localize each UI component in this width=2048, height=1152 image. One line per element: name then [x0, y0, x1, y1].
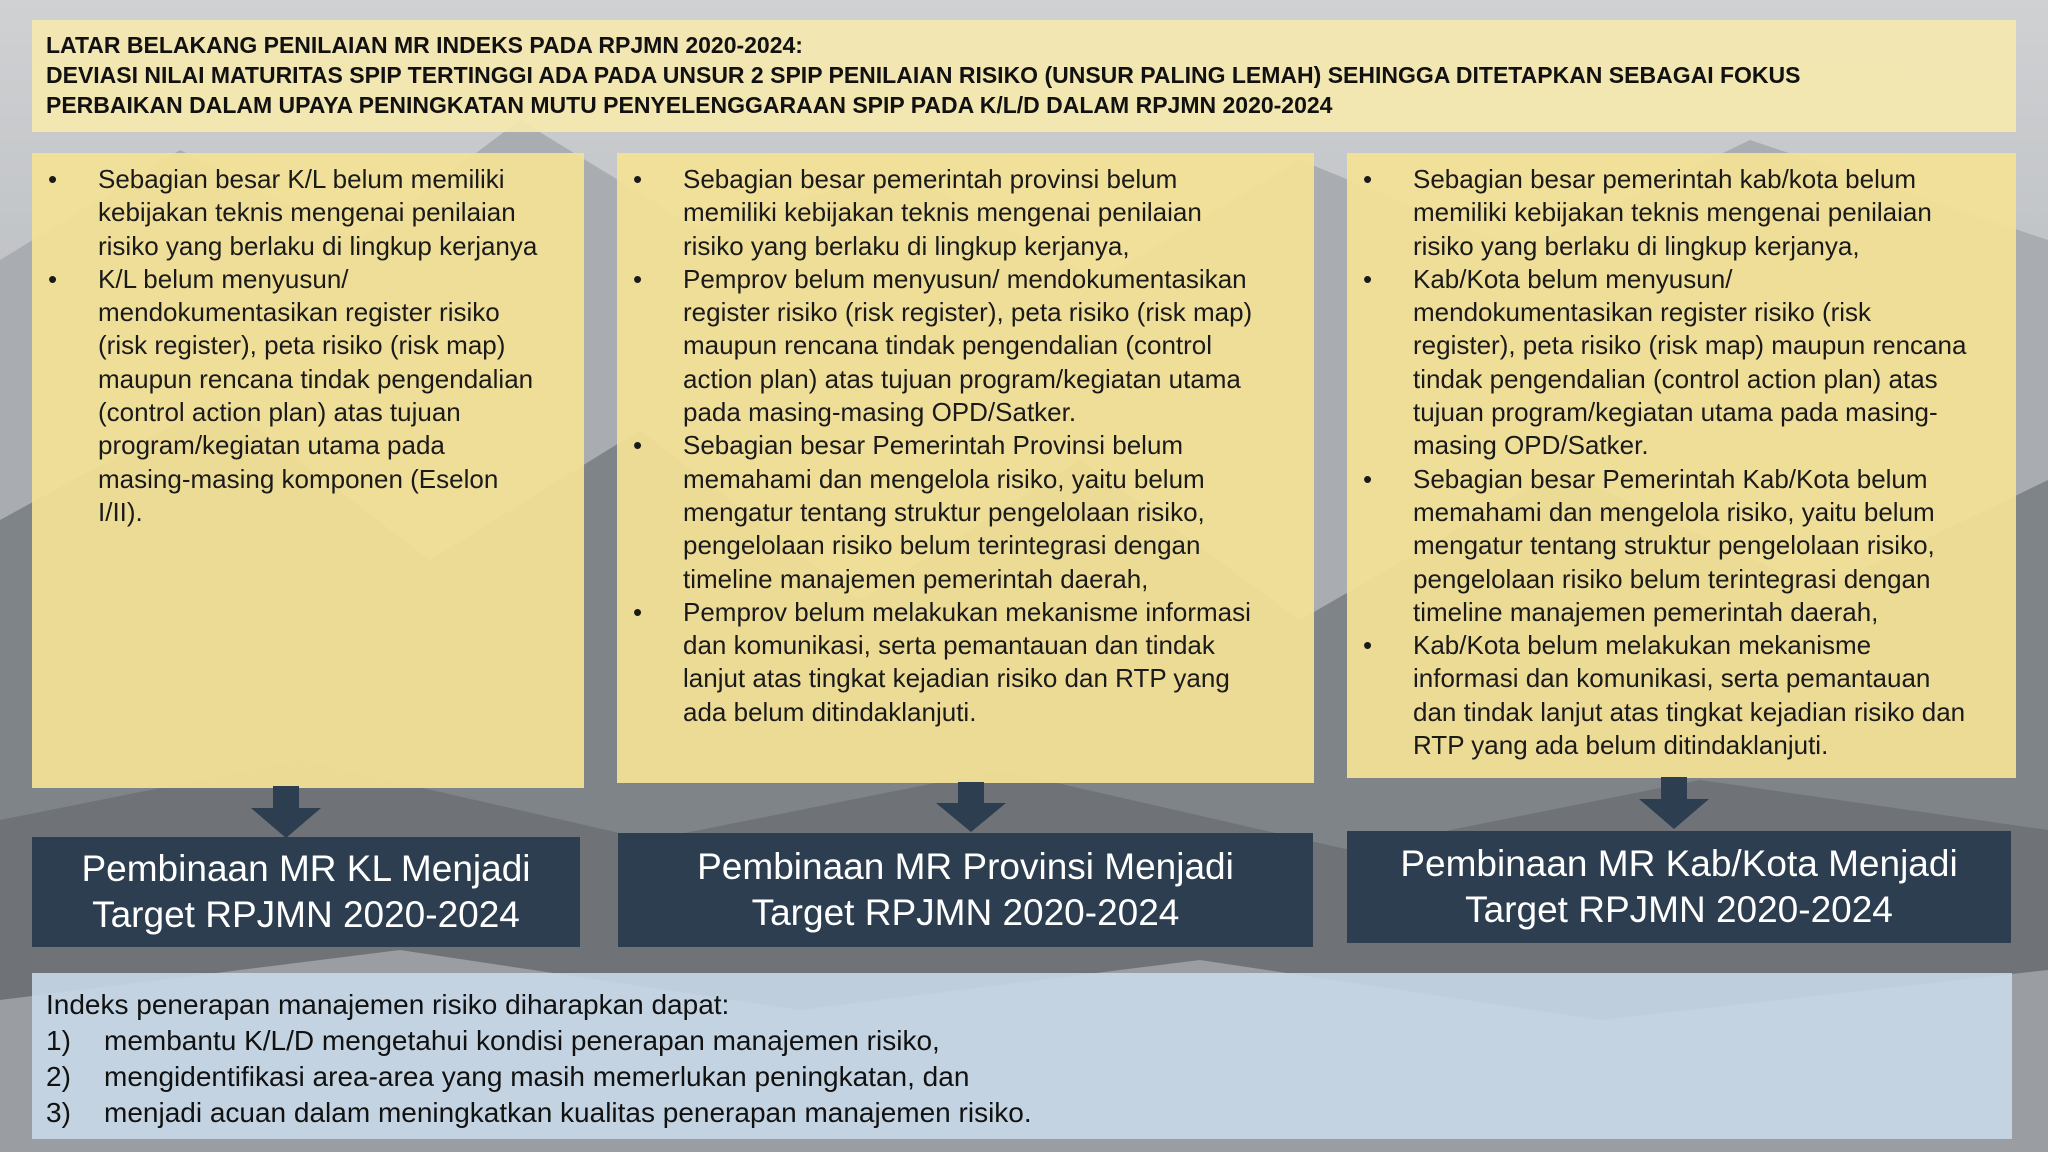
list-number: 1)	[46, 1025, 71, 1056]
down-arrow-icon	[251, 786, 321, 838]
bullet-icon: •	[1363, 164, 1373, 194]
target-provinsi-box	[618, 833, 1313, 947]
list-item: 1) membantu K/L/D mengetahui kondisi penerapan manajemen risiko,	[46, 1023, 1998, 1059]
bullet-icon: •	[1363, 263, 1373, 294]
target-provinsi-line-1: Pembinaan MR Provinsi Menjadi	[697, 846, 1234, 887]
bullet-icon: •	[633, 164, 643, 194]
target-kabkota-box	[1347, 831, 2011, 943]
list-number: 3)	[46, 1097, 71, 1128]
column-provinsi-list	[625, 163, 1306, 729]
footer-intro: Indeks penerapan manajemen risiko diharapkan dapat:	[46, 989, 730, 1020]
list-item: • Kab/Kota belum melakukan mekanisme informasi dan komunikasi, serta pemantauan dan tindak lanjut atas tingkat kejadian risiko dan RTP yang ada belum ditindaklanjuti.	[1363, 630, 1966, 761]
down-arrow-icon	[936, 782, 1006, 832]
list-item: • Pemprov belum menyusun/ mendokumentasikan register risiko (risk register), peta risiko (risk map) maupun rencana tindak pengendalian (control action plan) atas tujuan program/kegiatan utama pada masing-masing OPD/Satker.	[633, 263, 1253, 428]
target-kl-box	[32, 837, 580, 947]
column-kl-list	[40, 163, 576, 529]
list-item: • Sebagian besar K/L belum memiliki kebijakan teknis mengenai penilaian risiko yang berlaku di lingkup kerjanya	[48, 164, 538, 261]
target-kabkota-line-2: Target RPJMN 2020-2024	[1465, 889, 1893, 930]
list-item: 3) menjadi acuan dalam meningkatkan kualitas penerapan manajemen risiko.	[46, 1095, 1998, 1131]
header-banner	[32, 20, 2016, 132]
column-kl-panel	[32, 153, 584, 788]
list-item: • K/L belum menyusun/ mendokumentasikan register risiko (risk register), peta risiko (risk map) maupun rencana tindak pengendalian (control action plan) atas tujuan program/kegiatan utama pada masing-masing komponen (Eselon I/II).	[48, 263, 534, 527]
bullet-icon: •	[48, 164, 58, 194]
header-title: LATAR BELAKANG PENILAIAN MR INDEKS PADA RPJMN 2020-2024:	[46, 32, 803, 58]
target-provinsi-line-2: Target RPJMN 2020-2024	[751, 892, 1180, 933]
header-subtitle-line-1: DEVIASI NILAI MATURITAS SPIP TERTINGGI ADA PADA UNSUR 2 SPIP PENILAIAN RISIKO (UNSUR PALING LEMAH) SEHINGGA DITETAPKAN SEBAGAI FOKUS	[46, 62, 1801, 88]
footer-list	[46, 1023, 1998, 1131]
list-item: • Sebagian besar Pemerintah Kab/Kota belum memahami dan mengelola risiko, yaitu belum mengatur tentang struktur pengelolaan risiko, pengelolaan risiko belum terintegrasi dengan timeline manajemen pemerintah daerah,	[1363, 463, 1935, 627]
target-kl-line-1: Pembinaan MR KL Menjadi	[81, 848, 531, 889]
bullet-icon: •	[633, 263, 643, 294]
target-kabkota-line-1: Pembinaan MR Kab/Kota Menjadi	[1400, 843, 1958, 884]
bullet-icon: •	[633, 430, 643, 461]
column-kabkota-list	[1355, 163, 2008, 762]
header-subtitle-line-2: PERBAIKAN DALAM UPAYA PENINGKATAN MUTU PENYELENGGARAAN SPIP PADA K/L/D DALAM RPJMN 2020-2024	[46, 92, 1333, 118]
list-item: • Sebagian besar Pemerintah Provinsi belum memahami dan mengelola risiko, yaitu belum mengatur tentang struktur pengelolaan risiko, pengelolaan risiko belum terintegrasi dengan timeline manajemen pemerintah daerah,	[633, 430, 1205, 594]
column-kabkota-panel	[1347, 153, 2016, 778]
bullet-icon: •	[48, 263, 58, 294]
down-arrow-icon	[1639, 777, 1709, 829]
footer-panel	[32, 973, 2012, 1139]
target-kl-line-2: Target RPJMN 2020-2024	[92, 894, 520, 935]
list-item: • Pemprov belum melakukan mekanisme informasi dan komunikasi, serta pemantauan dan tindak lanjut atas tingkat kejadian risiko dan RTP yang ada belum ditindaklanjuti.	[633, 596, 1251, 727]
list-item: • Sebagian besar pemerintah provinsi belum memiliki kebijakan teknis mengenai penilaian risiko yang berlaku di lingkup kerjanya,	[633, 164, 1202, 261]
list-number: 2)	[46, 1061, 71, 1092]
column-provinsi-panel	[617, 153, 1314, 783]
bullet-icon: •	[1363, 630, 1373, 661]
bullet-icon: •	[633, 596, 643, 627]
list-item: • Sebagian besar pemerintah kab/kota belum memiliki kebijakan teknis mengenai penilaian risiko yang berlaku di lingkup kerjanya,	[1363, 164, 1932, 261]
bullet-icon: •	[1363, 463, 1373, 494]
list-item: 2) mengidentifikasi area-area yang masih memerlukan peningkatan, dan	[46, 1059, 1998, 1095]
list-item: • Kab/Kota belum menyusun/ mendokumentasikan register risiko (risk register), peta risiko (risk map) maupun rencana tindak pengendalian (control action plan) atas tujuan program/kegiatan utama pada masing- masing OPD/Satker.	[1363, 263, 1967, 461]
